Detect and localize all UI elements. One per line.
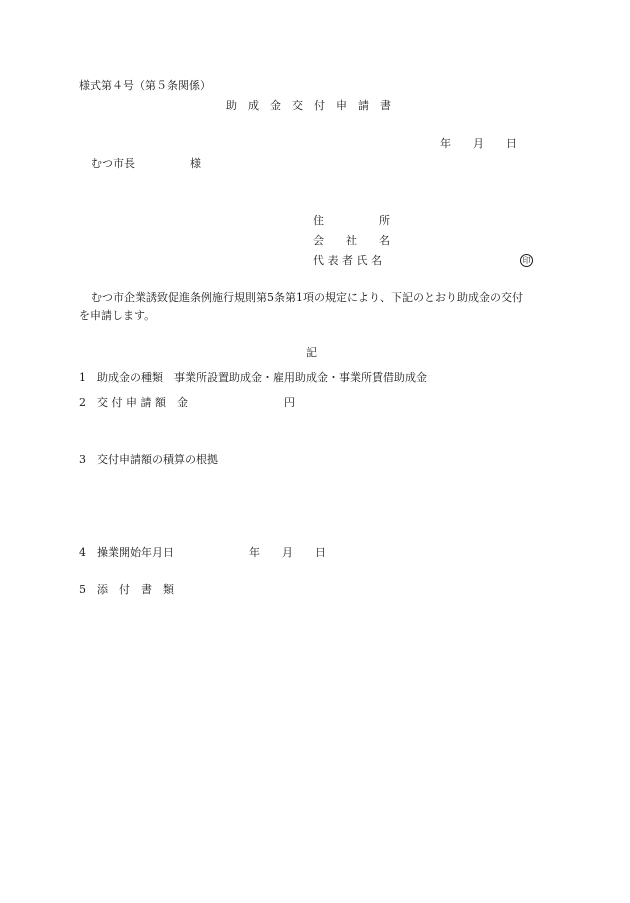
representative-name-label: 代 表 者 氏 名 [313, 254, 382, 267]
date-line: 年 月 日 [440, 137, 517, 150]
item-2-amount-label: 2 交 付 申 請 額 金 [79, 396, 188, 409]
body-text-line-2: を申請します。 [79, 309, 156, 322]
form-number: 様式第４号（第５条関係） [79, 79, 211, 92]
company-name-label: 会 社 名 [313, 234, 390, 247]
addressee: むつ市長 様 [91, 157, 201, 170]
item-2-yen-unit: 円 [284, 396, 295, 409]
address-label: 住 所 [313, 214, 390, 227]
item-1-grant-type: 1 助成金の種類 事業所設置助成金・雇用助成金・事業所賃借助成金 [79, 371, 427, 384]
form-title: 助 成 金 交 付 申 請 書 [226, 99, 391, 112]
body-text-line-1: むつ市企業誘致促進条例施行規則第5条第1項の規定により、下記のとおり助成金の交付 [91, 291, 523, 304]
seal-mark: 印 [520, 254, 533, 267]
item-3-basis: 3 交付申請額の積算の根拠 [79, 453, 218, 466]
ki-heading: 記 [306, 346, 317, 359]
item-5-attachments: 5 添 付 書 類 [79, 583, 174, 596]
item-4-start-date-label: 4 操業開始年月日 [79, 546, 174, 559]
item-4-date-fields: 年 月 日 [249, 546, 326, 559]
